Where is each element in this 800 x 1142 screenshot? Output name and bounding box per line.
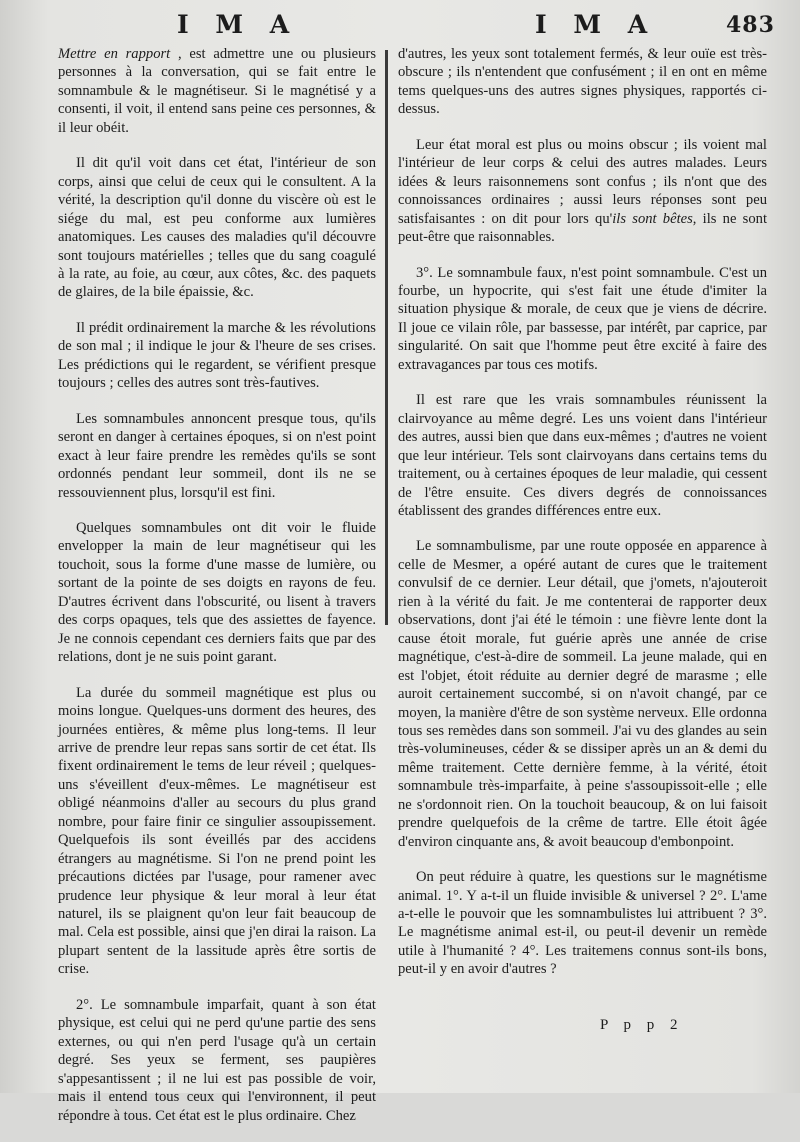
column-divider xyxy=(385,50,388,625)
paragraph-somnambule-faux: 3°. Le somnambule faux, n'est point somnambule. C'est un fourbe, un hypocrite, qui s'est fait une étude d'imiter la situation physique & morale, de ceux que je viens de décrire. Il joue ce vilain rôle, par bassesse, par intérêt, par caprice, par singularité. On sait que l'homme peut être excité à faire des extravagances par tous ces motifs. xyxy=(398,264,767,373)
paragraph-remedes: Les somnambules annoncent presque tous, qu'ils seront en danger à certaines époques, si on n'est point exact à leur faire prendre les remèdes qu'ils se sont ordonnés pendant leur sommeil, dont ils ne se ressouviennent plus, lorsqu'il est fini. xyxy=(58,410,376,501)
paragraph-text: Leur état moral est plus ou moins obscur ; ils voient mal l'intérieur de leur corps & celui des autres malades. Leurs idées & leurs raisonnemens sont confus ; ils n'ont que des connoissances ordinaires ; aussi leurs réponses sont peu satisfaisantes : on dit pour lors qu' xyxy=(398,136,767,227)
paragraph-fluide: Quelques somnambules ont dit voir le fluide envelopper la main de leur magnétiseur qui les touchoit, sous la forme d'une masse de lumière, ou sortant de la pointe de ses doigts en rayons de feu. D'autres écrivent dans l'obscurité, ou lisent à travers des corps opaques, tels que des assiettes de fayence. Je ne connois cependant ces derniers faits que par des relations, dont je ne suis point garant. xyxy=(58,519,376,666)
paragraph-questions: On peut réduire à quatre, les questions sur le magnétisme animal. 1°. Y a-t-il un fluide invisible & universel ? 2°. L'ame a-t-elle le pouvoir que les somnambulistes lui attribuent ? 3°. Le magnétisme animal est-il, ou peut-il devenir un remède utile à l'humanité ? 4°. Les traitemens connus sont-ils bons, peut-il y en avoir d'autres ? xyxy=(398,869,767,978)
paragraph-text: , est admettre une ou plusieurs personnes à la conversation, qui se fait entre le somnambule & le magnétiseur. Si le magnétisé y a consenti, il voit, il entend sans peine ces personnes, & il leur obéit. xyxy=(58,46,376,136)
paragraph-mettre-en-rapport xyxy=(58,45,376,137)
running-head-left: I M A xyxy=(177,10,299,39)
signature-mark: P p p 2 xyxy=(600,1017,684,1033)
paragraph-text: , ils ne sont peut-être que raisonnables. xyxy=(398,210,767,246)
right-column xyxy=(398,45,767,996)
paragraph-interieur-du-corps: Il dit qu'il voit dans cet état, l'intérieur de son corps, ainsi que celui de ceux qui le consultent. A la vérité, la description qu'il donne du viscère où est le siége du mal, est peu conforme aux lumières anatomiques. Les causes des maladies qu'il découvre sont toujours matérielles ; telles que du sang coagulé à la rate, au foie, au cœur, aux côtes, &c. des paquets de glaires, de la bile épaissie, &c. xyxy=(58,155,376,301)
paragraph-duree-sommeil: La durée du sommeil magnétique est plus ou moins longue. Quelques-uns dorment des heures, des journées entières, & même plus long-tems. Il leur arrive de prendre leur repas sans sortir de cet état. Ils fixent ordinairement le tems de leur réveil ; quelques-uns s'éveillent d'eux-mêmes. Le magnétiseur est obligé néanmoins d'aller au secours du plus grand nombre, pour faire finir ce singulier assoupissement. Quelquefois ils sont éveillés par des accidens étrangers au magnétisme. Si l'on ne prend point les précautions dictées par l'usage, pour ramener avec prudence leur physique & leur moral à leur état naturel, ils se plaignent qu'on leur fait beaucoup de mal. Cela est possible, ainsi que j'en dirai la raison. La plupart sentent de la lassitude après être sortis de crise. xyxy=(58,684,376,978)
page-number: 483 xyxy=(726,12,775,38)
paragraph-predictions: Il prédit ordinairement la marche & les révolutions de son mal ; il indique le jour & l'heure de ses crises. Les prédictions qui le regardent, se vérifient presque toujours ; celles des autres sont très-fautives. xyxy=(58,319,376,392)
paragraph-etat-moral xyxy=(398,136,767,247)
quote-ils-sont-betes: ils sont bêtes xyxy=(612,210,693,227)
term-mettre-en-rapport: Mettre en rapport xyxy=(58,46,171,62)
left-column xyxy=(58,45,376,1142)
running-head-right: I M A xyxy=(535,10,657,39)
paragraph-continuation: d'autres, les yeux sont totalement fermés, & leur ouïe est très-obscure ; ils n'entendent que confusément ; il en ont en même tems quelques-uns des autres signes physiques, rapportés ci-dessus. xyxy=(398,46,767,118)
paragraph-somnambule-imparfait: 2°. Le somnambule imparfait, quant à son état physique, est celui qui ne perd qu'une partie des sens externes, ou qui n'en perd l'usage qu'à un certain degré. Ses yeux se ferment, ses paupières s'appesantissent ; il ne lui est pas possible de voir, mais il entend tous ceux qui l'environnent, il peut répondre à tous. Cet état est le plus ordinaire. Chez xyxy=(58,996,376,1124)
paragraph-clairvoyance: Il est rare que les vrais somnambules réunissent la clairvoyance au même degré. Les uns voient dans l'intérieur des autres, aussi bien que dans eux-mêmes ; d'autres ne voient que leur intérieur. Tels sont clairvoyans dans certains tems du traitement, ou à certaines époques de leur maladie, qui cessent de l'être ensuite. Ces divers degrés de connoissances établissent des grandes différences entre eux. xyxy=(398,392,767,519)
paragraph-somnambulisme-cures: Le somnambulisme, par une route opposée en apparence à celle de Mesmer, a opéré autant de cures que le traitement convulsif de ce dernier. Leur détail, que j'omets, n'ajouteroit rien à la vérité du fait. Je me contenterai de rapporter deux observations, dont j'ai été le témoin : une fièvre lente dont la cause étoit morale, fut guérie après une année de crise magnétique, c'est-à-dire de sommeil. La jeune malade, qui en est l'objet, étoit réduite au dernier degré de marasme ; elle auroit certainement succombé, si on n'avoit changé, par ce moyen, la manière d'être de son système nerveux. Elle ordonna tous ses remèdes dans son sommeil. J'ai vu des glandes au sein très-volumineuses, céder & se dissiper après un an & demi du même traitement. Cette dernière femme, à la vérité, étoit somnambule très-imparfaite, à peine s'assoupissoit-elle ; elle ne s'ordonnoit rien. On la touchoit beaucoup, & on lui faisoit prendre quelquefois de la crême de tartre. Elle étoit âgée d'environ cinquante ans, & avoit beaucoup d'embonpoint. xyxy=(398,538,767,850)
